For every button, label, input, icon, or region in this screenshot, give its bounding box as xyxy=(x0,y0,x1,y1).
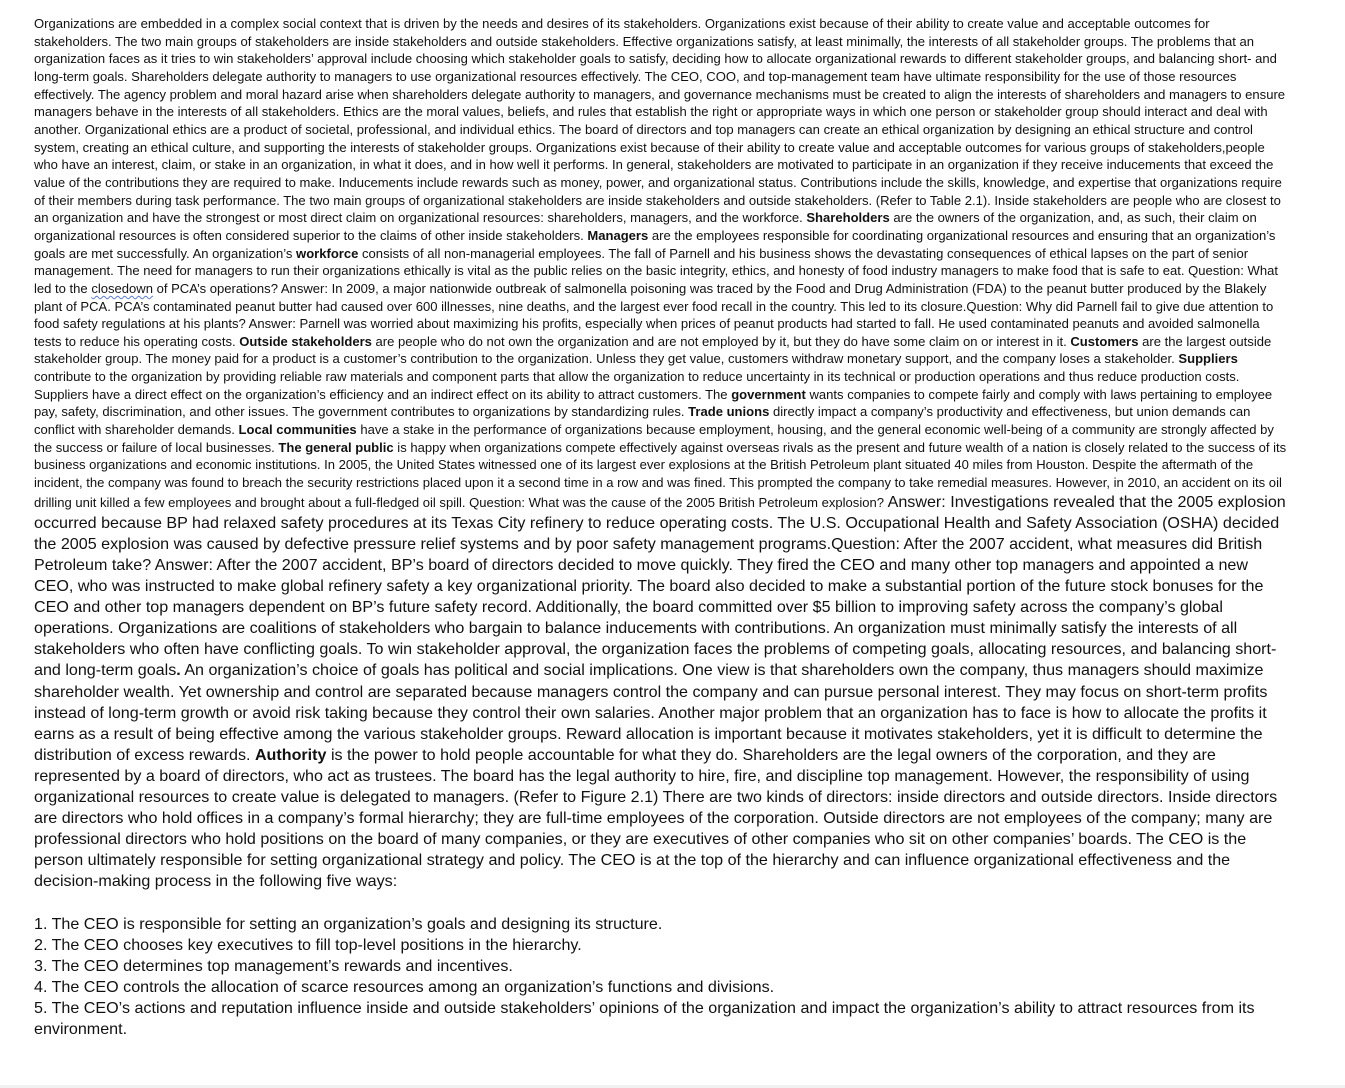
spellcheck-flagged-word[interactable]: closedown xyxy=(91,280,153,296)
text-run: is happy when organizations compete effectively against overseas rivals as the present and future wealth of a nation is closely related to the success of its business organizations and economic institutions. In 2005, the United States witnessed one of its largest ever explosions at the British Petroleum plant situated 40 miles from Houston. Despite the aftermath of the incident, the company was found to breach the security restrictions placed upon it a second time in a row and was fined. This prompted the company to take remedial measures. However, in 2010, an accident on its oil drilling unit killed a few employees and brought about a full-fledged oil spill. Question: What was the cause of the 2005 British Petroleum explosion? xyxy=(34,439,1287,510)
text-run: are the owners of the organization, and, as such, their claim on organizational resources is often considered superior to the claims of other inside stakeholders. xyxy=(34,210,1257,243)
text-run: are the largest outside stakeholder group. The money paid for a product is a customer’s contribution to the organization. Unless they get value, customers withdraw monetary support, and the company loses a stakeholder. xyxy=(34,333,1272,367)
text-run: Answer: Investigations revealed that the 2005 explosion occurred because BP had relaxed safety procedures at its Texas City refinery to reduce operating costs. The U.S. Occupational Health and Safety Association (OSHA) decided the 2005 explosion was caused by defective pressure relief systems and by poor safety management programs.Question: After the 2007 accident, what measures did British Petroleum take? Answer: After the 2007 accident, BP’s board of directors decided to move quickly. They fired the CEO and many other top managers and appointed a new CEO, who was instructed to make global refinery safety a key organizational priority. The board also decided to make a substantial portion of the future stock bonuses for the CEO and other top managers dependent on BP’s future safety record. Additionally, the board committed over $5 billion to improving safety across the company’s global operations. Organizations are coalitions of stakeholders who bargain to balance inducements with contributions. An organization must minimally satisfy the interests of all stakeholders who often have conflicting goals. To win stakeholder approval, the organization faces the problems of competing goals, allocating resources, and balancing short- and long-term goals xyxy=(34,492,1286,680)
bold-term: Local communities xyxy=(238,422,357,438)
text-run: An organization’s choice of goals has political and social implications. One view is that shareholders own the company, thus managers should maximize shareholder wealth. Yet ownership and control are separated because managers control the company and can pursue personal interest. They may focus on short-term profits instead of long-term growth or avoid risk taking because they control their own salaries. Another major problem that an organization has to face is how to allocate the profits it earns as a result of being effective among the various stakeholder groups. Reward allocation is important because it motivates stakeholders, yet it is difficult to determine the distribution of excess rewards. xyxy=(34,661,1268,764)
text-run: are the employees responsible for coordinating organizational resources and ensuring that an organization’s goals are met successfully. An organization’s xyxy=(34,227,1276,261)
bold-term: Authority xyxy=(254,745,327,764)
list-item: 3. The CEO determines top management’s rewards and incentives. xyxy=(34,956,513,975)
text-run: contribute to the organization by providing reliable raw materials and component parts that allow the organization to reduce uncertainty in its technical or production operations and thus reduce production costs. Suppliers have a direct effect on the organization’s efficiency and an indirect effect on its ability to attract customers. The xyxy=(34,369,1240,402)
bold-term: Shareholders xyxy=(806,210,890,226)
list-item: 1. The CEO is responsible for setting an organization’s goals and designing its structure. xyxy=(34,914,663,933)
ceo-ways-list xyxy=(34,914,1290,1041)
ceo-ways-section xyxy=(34,893,1290,1041)
small-text-paragraph xyxy=(34,15,1290,893)
text-run: have a stake in the performance of organizations because employment, housing, and the general economic well-being of a community are strongly affected by the success or failure of local businesses. xyxy=(34,422,1274,455)
text-run: directly impact a company’s productivity and effectiveness, but union demands can conflict with shareholder demands. xyxy=(34,404,1251,438)
list-item: 2. The CEO chooses key executives to fill top-level positions in the hierarchy. xyxy=(34,935,582,954)
bold-term: Customers xyxy=(1070,333,1139,349)
list-item: 4. The CEO controls the allocation of scarce resources among an organization’s functions and divisions. xyxy=(34,977,775,996)
text-run: of PCA’s operations? Answer: In 2009, a major nationwide outbreak of salmonella poisoning was traced by the Food and Drug Administration (FDA) to the peanut butter produced by the Blakely plant of PCA. PCA’s contaminated peanut butter had caused over 600 illnesses, nine deaths, and the largest ever food recall in the country. This led to its closure.Question: Why did Parnell fail to give due attention to food safety regulations at his plants? Answer: Parnell was worried about maximizing his profits, especially when prices of peanut products had started to fall. He used contaminated peanuts and avoided salmonella tests to reduce his operating costs. xyxy=(34,280,1274,349)
text-run: Organizations are embedded in a complex social context that is driven by the needs and desires of its stakeholders. Organizations exist because of their ability to create value and acceptable outcomes for stakeholders. The two main groups of stakeholders are inside stakeholders and outside stakeholders. Effective organizations satisfy, at least minimally, the interests of all stakeholder groups. The problems that an organization faces as it tries to win stakeholders’ approval include choosing which stakeholder goals to satisfy, deciding how to allocate organizational rewards to different stakeholder groups, and balancing short- and long-term goals. Shareholders delegate authority to managers to use organizational resources effectively. The CEO, COO, and top-management team have ultimate responsibility for the use of those resources effectively. The agency problem and moral hazard arise when shareholders delegate authority to managers, and governance mechanisms must be created to align the interests of shareholders and managers to ensure managers behave in the interests of all stakeholders. Ethics are the moral values, beliefs, and rules that establish the right or appropriate ways in which one person or stakeholder group should interact and deal with another. Organizational ethics are a product of societal, professional, and individual ethics. The board of directors and top managers can create an ethical organization by designing an ethical structure and control system, creating an ethical culture, and supporting the interests of stakeholder groups. Organizations exist because of their ability to create value and acceptable outcomes for various groups of stakeholders,people who have an interest, claim, or stake in an organization, in what it does, and in how well it performs. In general, stakeholders are motivated to participate in an organization if they receive inducements that exceed the value of the contributions they are required to make. Inducements include rewards such as money, power, and organizational status. Contributions include the skills, knowledge, and expertise that organizations require of their members during task performance. The two main groups of organizational stakeholders are inside stakeholders and outside stakeholders. (Refer to Table 2.1). Inside stakeholders are people who are closest to an organization and have the strongest or most direct claim on organizational resources: shareholders, managers, and the workforce. xyxy=(34,16,1286,226)
bold-term: government xyxy=(731,386,806,402)
text-run: wants companies to compete fairly and comply with laws pertaining to employee pay, safety, discrimination, and other issues. The government contributes to organizations by standardizing rules. xyxy=(34,386,1273,420)
document-body xyxy=(34,15,1290,1040)
bold-term: Suppliers xyxy=(1178,351,1238,367)
large-text-run xyxy=(34,493,1286,891)
bold-term: Outside stakeholders xyxy=(239,333,372,349)
text-run: consists of all non-managerial employees. The fall of Parnell and his business shows the devastating consequences of ethical lapses on the part of senior management. The need for managers to run their organizations ethically is vital as the public relies on the basic integrity, ethics, and honesty of food industry managers to make food that is safe to eat. Question: What led to the xyxy=(34,245,1279,296)
bold-term: Trade unions xyxy=(688,404,770,420)
blank-line xyxy=(34,893,1290,914)
bold-term: The general public xyxy=(278,439,394,455)
bold-term: workforce xyxy=(296,245,359,261)
text-run: are people who do not own the organization and are not employed by it, but they do have some claim on or interest in it. xyxy=(371,333,1071,349)
list-item: 5. The CEO’s actions and reputation influence inside and outside stakeholders’ opinions of the organization and impact the organization’s ability to attract resources from its environment. xyxy=(34,998,1255,1038)
text-run: is the power to hold people accountable for what they do. Shareholders are the legal owners of the corporation, and they are represented by a board of directors, who act as trustees. The board has the legal authority to hire, fire, and discipline top management. However, the responsibility of using organizational resources to create value is delegated to managers. (Refer to Figure 2.1) There are two kinds of directors: inside directors and outside directors. Inside directors are directors who hold offices in a company’s formal hierarchy; they are full-time employees of the corporation. Outside directors are not employees of the company; many are professional directors who hold positions on the board of many companies, or they are executives of other companies who sit on other companies’ boards. The CEO is the person ultimately responsible for setting organizational strategy and policy. The CEO is at the top of the hierarchy and can influence organizational effectiveness and the decision-making process in the following five ways: xyxy=(34,745,1278,891)
bold-term: Managers xyxy=(587,227,649,243)
bold-term: . xyxy=(176,661,181,680)
